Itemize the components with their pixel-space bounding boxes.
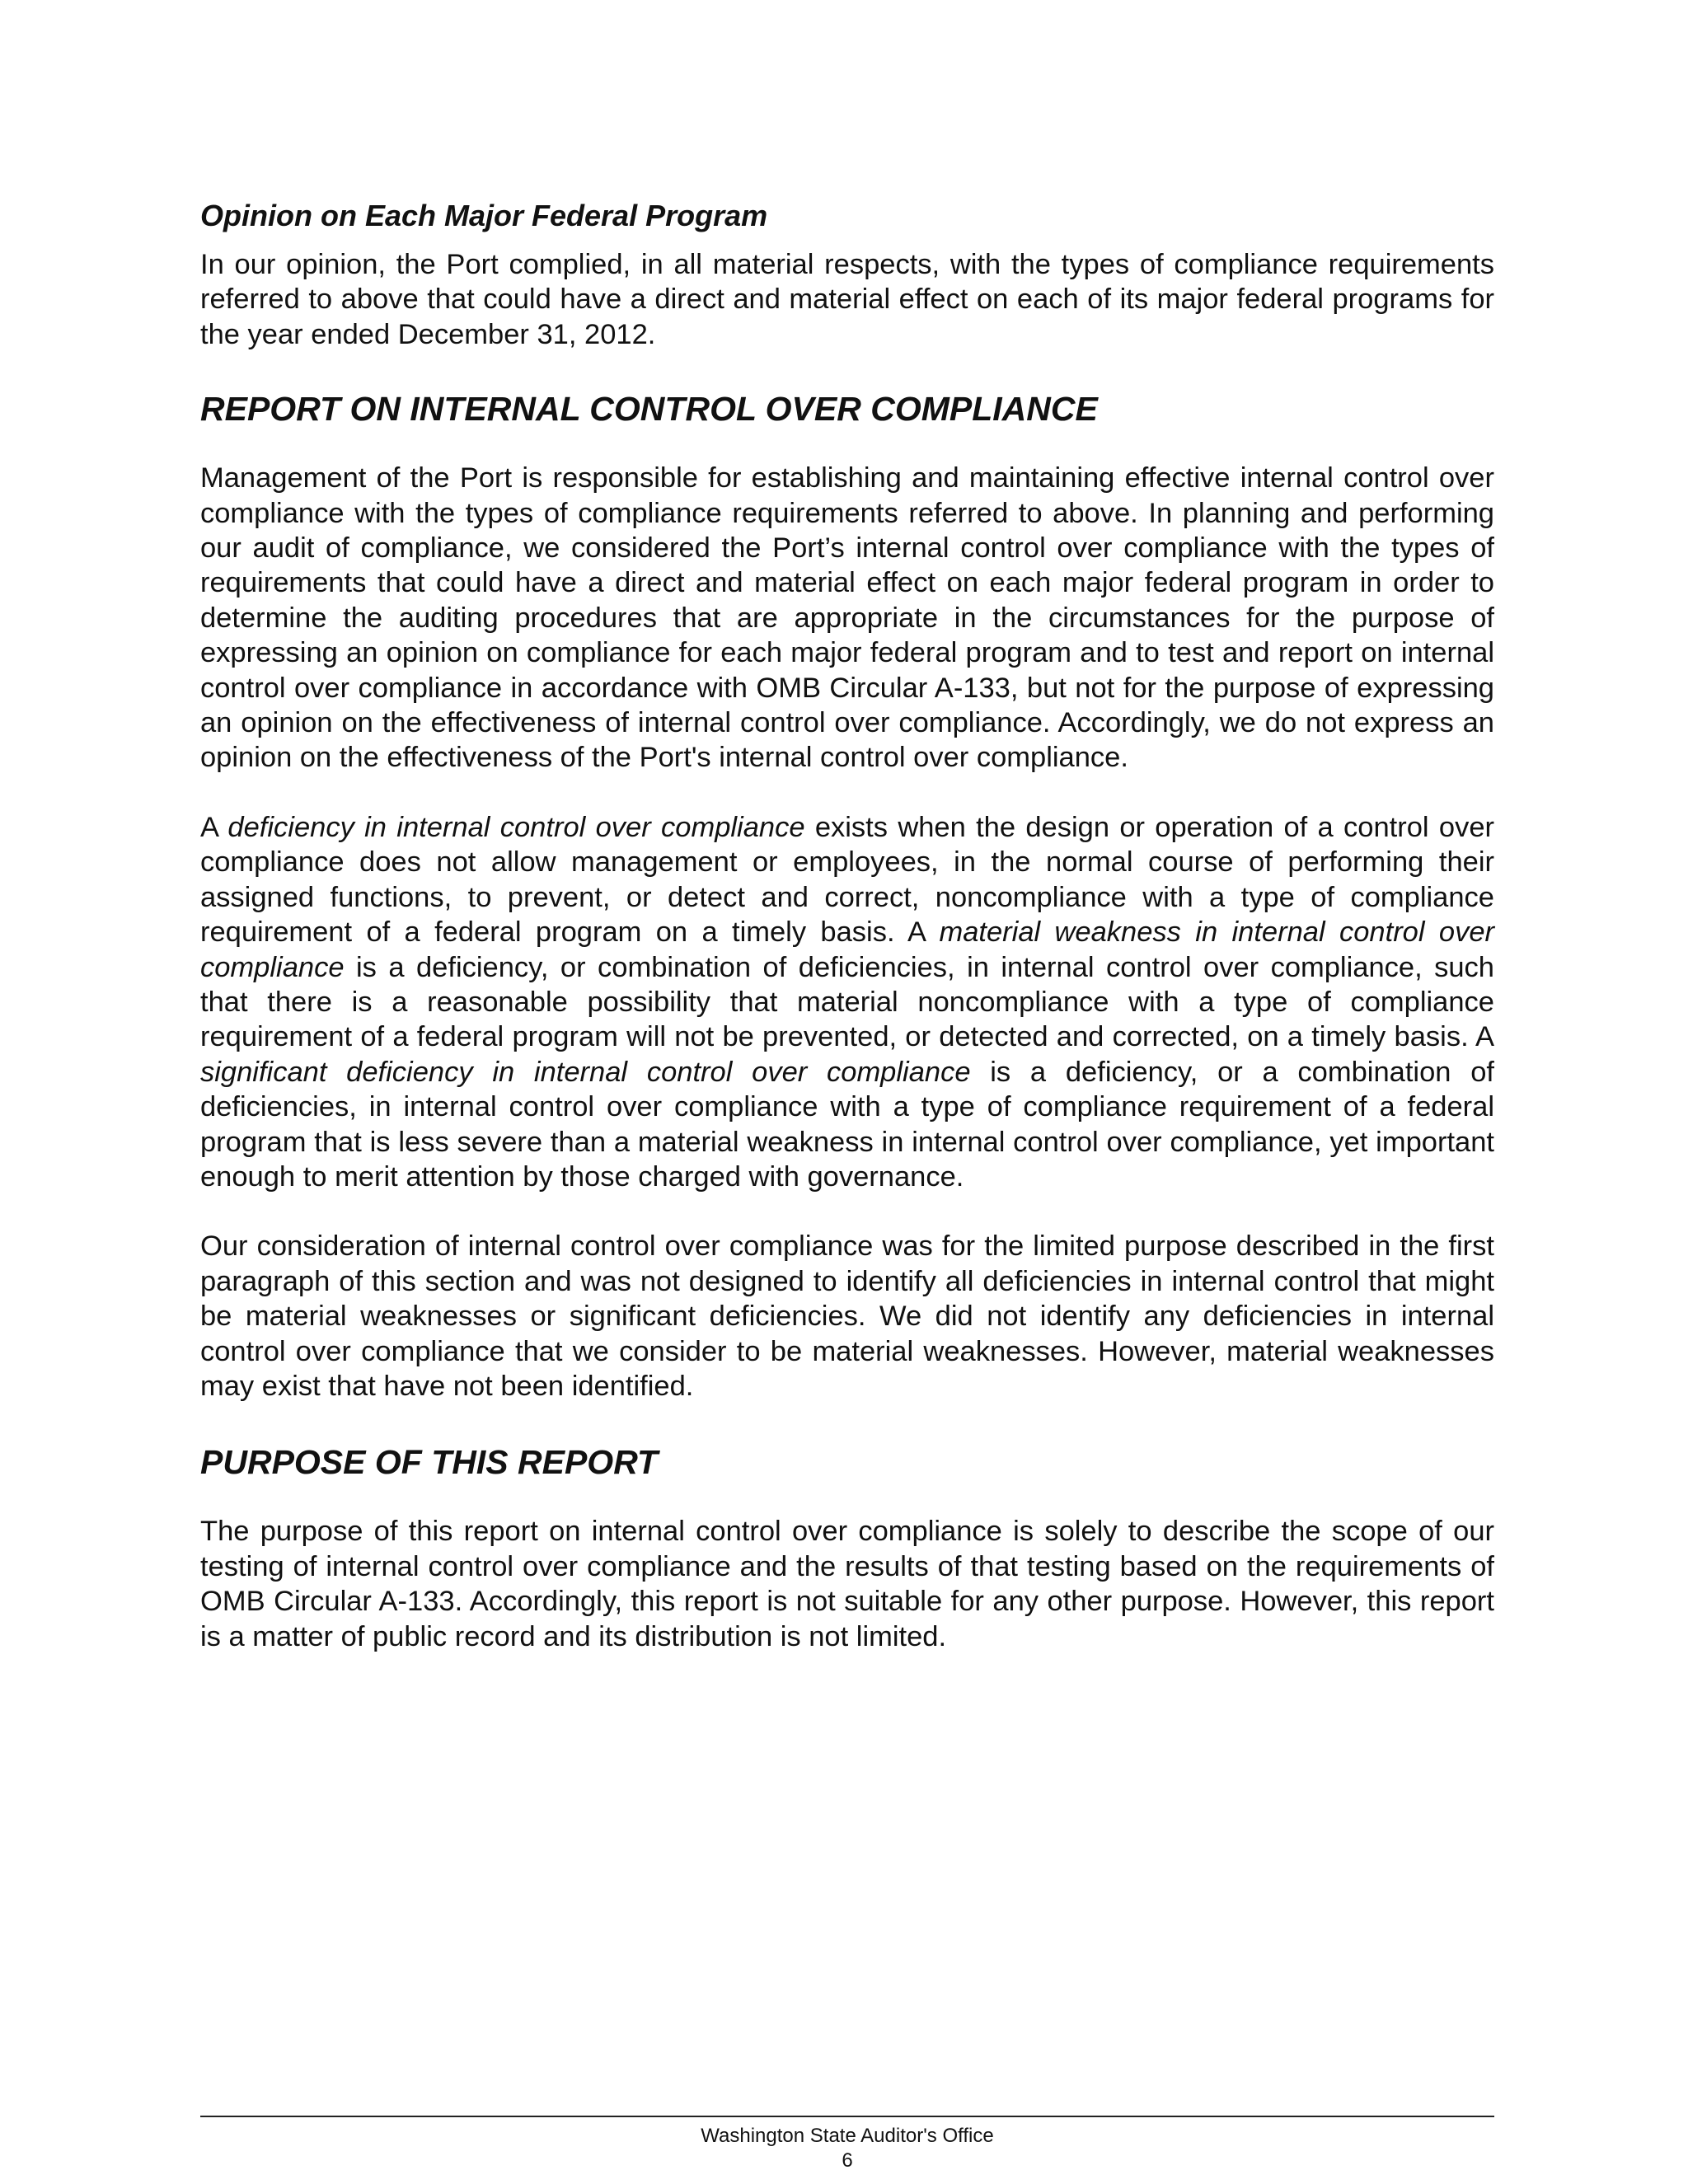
definitions-text-3: is a deficiency, or combination of deficiencies, in internal control over compliance, such that there is a reasonable possibility that material noncompliance with a type of compliance requirement of a federal program will not be prevented, or detected and corrected, on a timely basis. A [200, 951, 1494, 1053]
purpose-heading: PURPOSE OF THIS REPORT [200, 1443, 659, 1482]
definitions-text-4: is a deficiency, or a combination of deficiencies, in internal control over compliance with a type of compliance requirement of a federal program that is less severe than a material weakness in internal control over compliance, yet important enough to merit attention by those charged with governance. [200, 1056, 1494, 1193]
purpose-paragraph: The purpose of this report on internal control over compliance is solely to describe the scope of our testing of internal control over compliance and the results of that testing based on the requirements of OMB Circular A-133. Accordingly, this report is not suitable for any other purpose. However, this report is a matter of public record and its distribution is not limited. [200, 1516, 1494, 1652]
term-material-weakness: material weakness in internal control over compliance [200, 916, 1494, 983]
opinion-paragraph: In our opinion, the Port complied, in all material respects, with the types of compliance requirements referred to above that could have a direct and material effect on each of its major federal programs for the year ended December 31, 2012. [200, 249, 1494, 350]
document-body [200, 196, 1494, 1654]
internal-control-paragraph-1: Management of the Port is responsible for establishing and maintaining effective internal control over compliance with the types of compliance requirements referred to above. In planning and performing our audit of compliance, we considered the Port’s internal control over compliance with the types of requirements that could have a direct and material effect on each major federal program in order to determine the auditing procedures that are appropriate in the circumstances for the purpose of expressing an opinion on compliance for each major federal program and to test and report on internal control over compliance in accordance with OMB Circular A-133, but not for the purpose of expressing an opinion on the effectiveness of internal control over compliance. Accordingly, we do not express an opinion on the effectiveness of the Port's internal control over compliance. [200, 462, 1494, 774]
opinion-heading: Opinion on Each Major Federal Program [200, 199, 768, 232]
definitions-text-1: A [200, 811, 228, 843]
definitions-text-2: exists when the design or operation of a control over compliance does not allow management or employees, in the normal course of performing their assigned functions, to prevent, or detect and correct, noncompliance with a type of compliance requirement of a federal program on a timely basis. A [200, 811, 1495, 949]
term-deficiency: deficiency in internal control over compliance [227, 811, 805, 843]
internal-control-paragraph-2 [200, 810, 1494, 1194]
footer-divider [200, 2116, 1494, 2117]
internal-control-heading: REPORT ON INTERNAL CONTROL OVER COMPLIANCE [200, 390, 1098, 429]
page-number: 6 [842, 2149, 853, 2172]
internal-control-paragraph-3: Our consideration of internal control over compliance was for the limited purpose described in the first paragraph of this section and was not designed to identify all deficiencies in internal control that might be material weaknesses or significant deficiencies. We did not identify any deficiencies in internal control over compliance that we consider to be material weaknesses. However, material weaknesses may exist that have not been identified. [200, 1230, 1494, 1402]
term-significant-deficiency: significant deficiency in internal control over compliance [200, 1056, 971, 1088]
footer-office: Washington State Auditor's Office [701, 2125, 994, 2147]
